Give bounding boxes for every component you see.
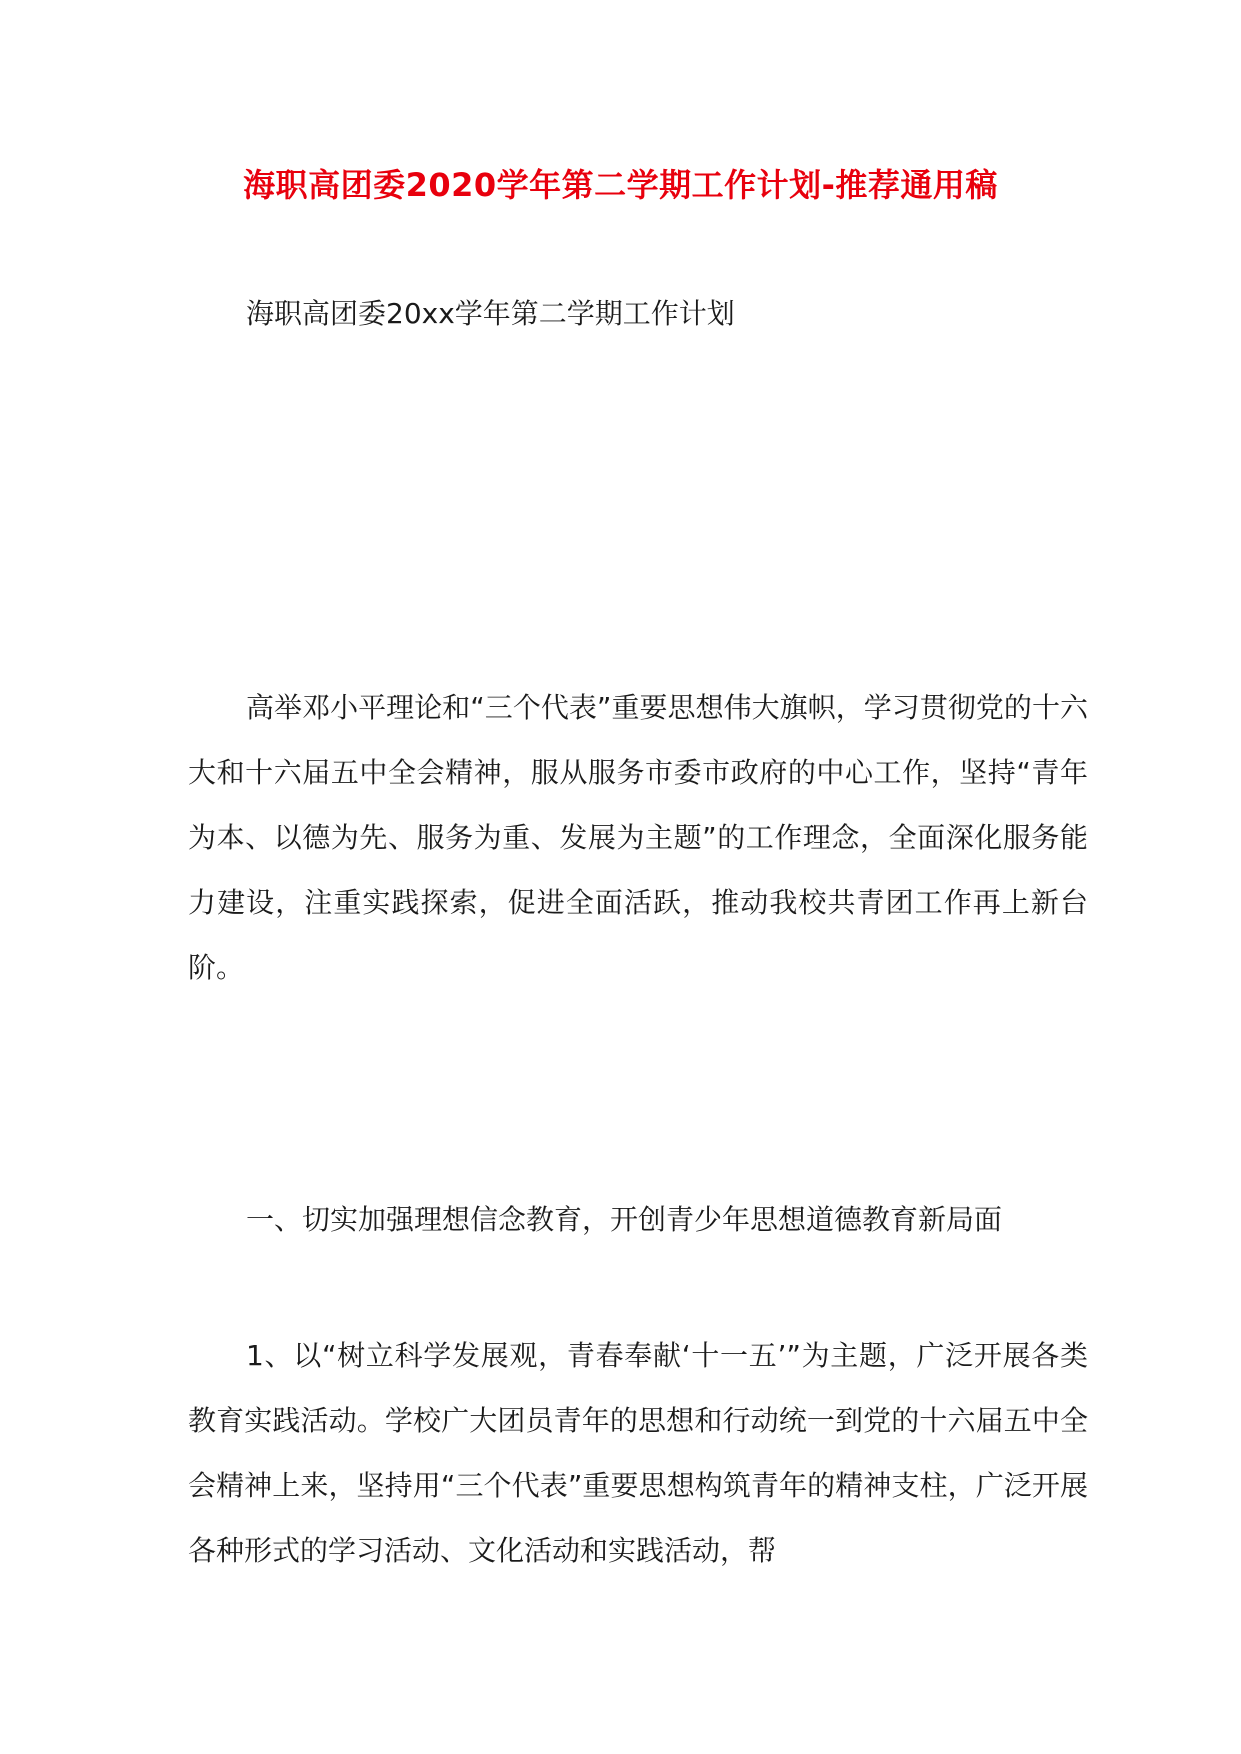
- document-subtitle: 海职高团委20xx学年第二学期工作计划: [246, 297, 735, 330]
- document-title: 海职高团委2020学年第二学期工作计划-推荐通用稿: [243, 166, 998, 204]
- body-paragraph-intro: 高举邓小平理论和“三个代表”重要思想伟大旗帜，学习贯彻党的十六大和十六届五中全会精神，服从服务市委市政府的中心工作，坚持“青年为本、以德为先、服务为重、发展为主题”的工作理念，全面深化服务能力建设，注重实践探索，促进全面活跃，推动我校共青团工作再上新台阶。: [188, 691, 1088, 984]
- body-paragraph-item-1: 1、以“树立科学发展观，青春奉献‘十一五’”为主题，广泛开展各类教育实践活动。学校广大团员青年的思想和行动统一到党的十六届五中全会精神上来，坚持用“三个代表”重要思想构筑青年的精神支柱，广泛开展各种形式的学习活动、文化活动和实践活动，帮: [188, 1339, 1088, 1567]
- section-heading-1: 一、切实加强理想信念教育，开创青少年思想道德教育新局面: [246, 1203, 1003, 1236]
